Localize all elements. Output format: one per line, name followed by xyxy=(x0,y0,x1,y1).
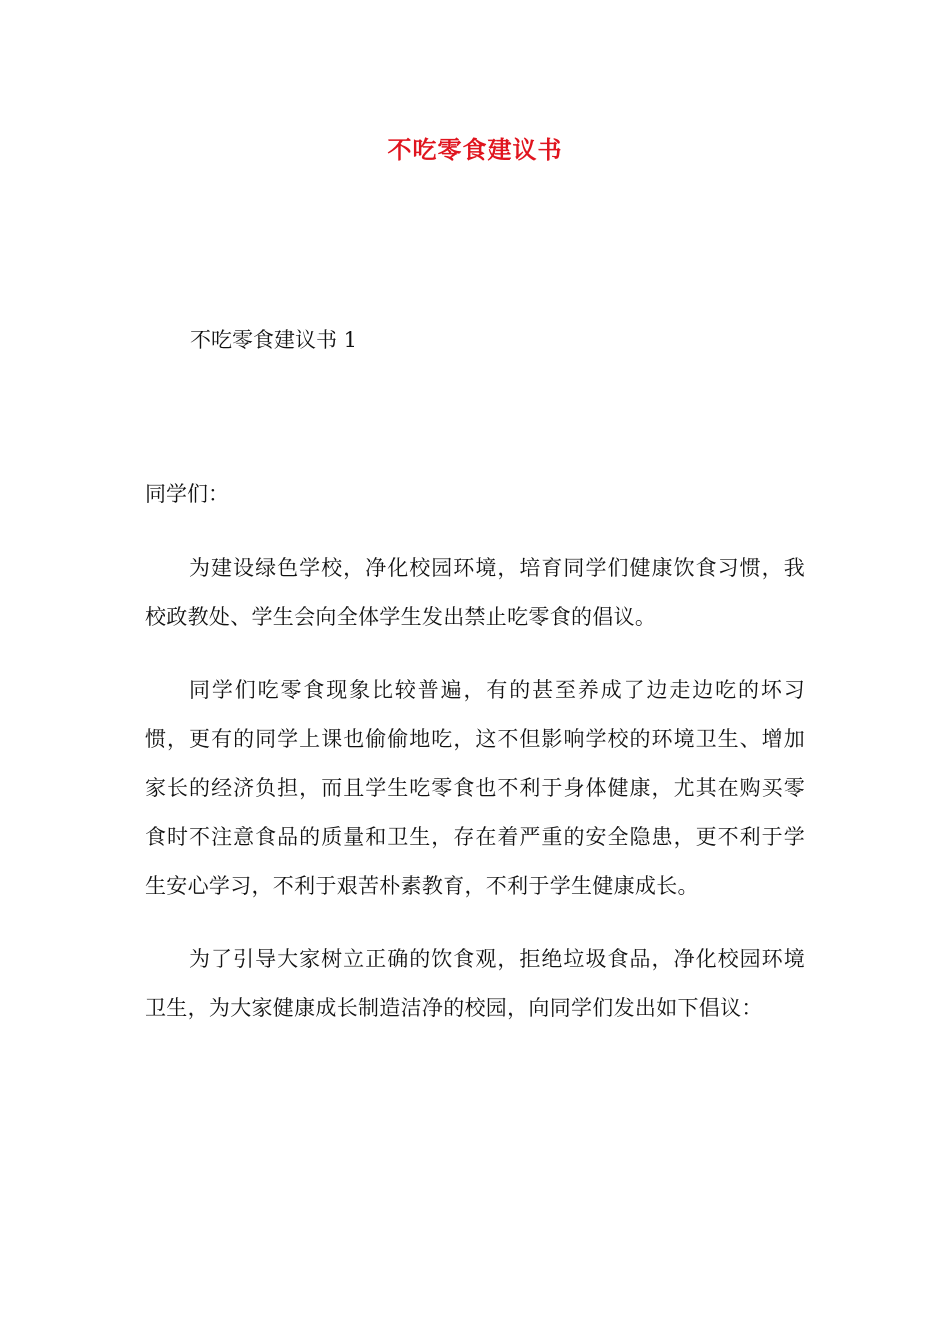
paragraph: 为了引导大家树立正确的饮食观，拒绝垃圾食品，净化校园环境卫生，为大家健康成长制造洁净的校园，向同学们发出如下倡议： xyxy=(145,947,805,1020)
section-heading: 不吃零食建议书 1 xyxy=(190,328,358,352)
paragraph: 同学们吃零食现象比较普遍，有的甚至养成了边走边吃的坏习惯，更有的同学上课也偷偷地吃，这不但影响学校的环境卫生、增加家长的经济负担，而且学生吃零食也不利于身体健康，尤其在购买零食时不注意食品的质量和卫生，存在着严重的安全隐患，更不利于学生安心学习，不利于艰苦朴素教育，不利于学生健康成长。 xyxy=(145,678,805,898)
document-body xyxy=(145,544,805,1057)
document-title: 不吃零食建议书 xyxy=(387,135,563,164)
salutation: 同学们： xyxy=(145,482,229,506)
paragraph: 为建设绿色学校，净化校园环境，培育同学们健康饮食习惯，我校政教处、学生会向全体学生发出禁止吃零食的倡议。 xyxy=(145,556,805,629)
